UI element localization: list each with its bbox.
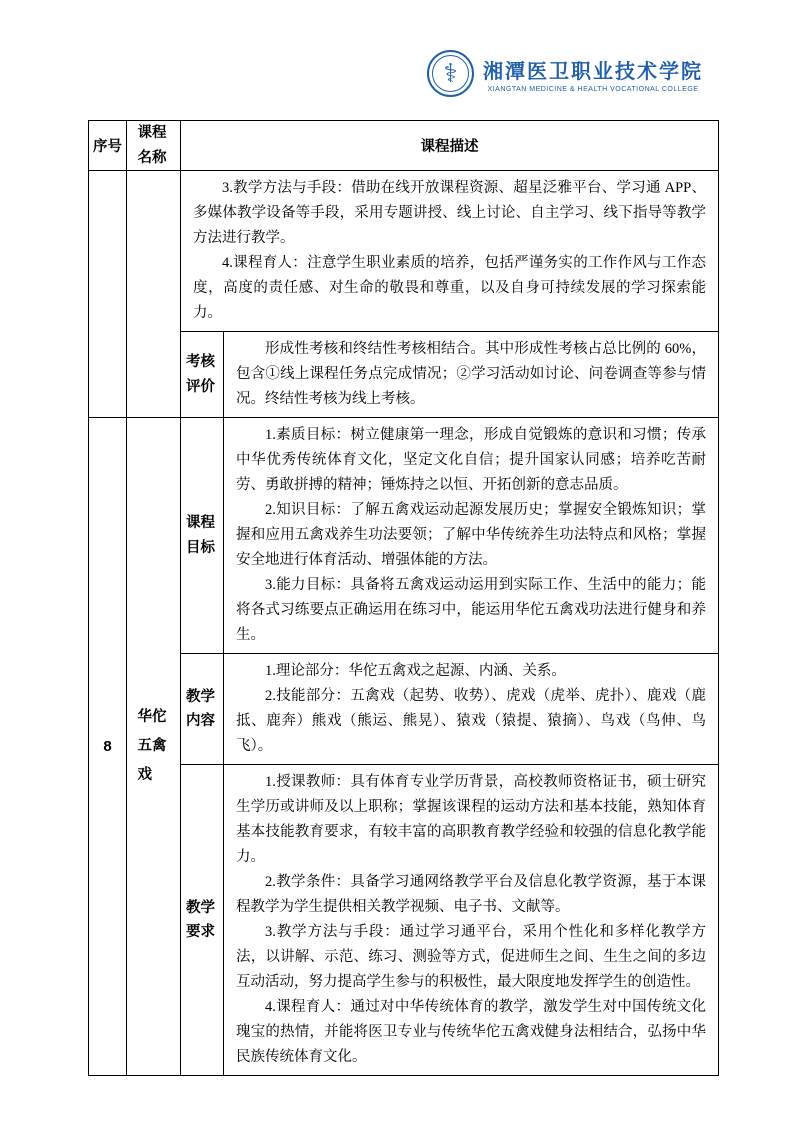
college-name-en: XIANGTAN MEDICINE & HEALTH VOCATIONAL COLLEGE bbox=[487, 85, 699, 93]
cell-assessment-label bbox=[181, 332, 224, 418]
cell-index-empty bbox=[89, 171, 127, 418]
paragraph: 3.教学方法与手段：借助在线开放课程资源、超星泛雅平台、学习通 APP、多媒体教学设备等手段，采用专题讲授、线上讨论、自主学习、线下指导等教学方法进行教学。 bbox=[193, 180, 706, 247]
paragraph: 形成性考核和终结性考核相结合。其中形成性考核占总比例的 60%，包含①线上课程任务点完成情况；②学习活动如讨论、问卷调查等参与情况。终结性考核为线上考核。 bbox=[236, 341, 706, 408]
row-assessment bbox=[89, 332, 719, 418]
paragraph: 1.授课教师：具有体育专业学历背景，高校教师资格证书，硕士研究生学历或讲师及以上职称；掌握该课程的运动方法和基本技能，熟知体育基本技能教育要求，有较丰富的高职教育教学经验和较强的信息化教学能力。 bbox=[236, 774, 706, 866]
cell-requirements-label bbox=[181, 765, 224, 1076]
paragraph: 1.理论部分：华佗五禽戏之起源、内涵、关系。 bbox=[265, 663, 566, 680]
cell-objectives-label bbox=[181, 418, 224, 654]
cell-requirements-content bbox=[224, 765, 719, 1076]
cell-teaching-content bbox=[224, 654, 719, 765]
college-emblem-icon: ⚕ bbox=[427, 50, 474, 97]
paragraph: 3.能力目标：具备将五禽戏运动运用到实际工作、生活中的能力；能将各式习练要点正确运用在练习中，能运用华佗五禽戏功法进行健身和养生。 bbox=[236, 577, 706, 644]
row-course-objectives bbox=[89, 418, 719, 654]
cell-continuation-content bbox=[181, 171, 719, 332]
header-description-label: 课程描述 bbox=[420, 139, 479, 156]
row-teaching-content bbox=[89, 654, 719, 765]
paragraph: 4.课程育人：通过对中华传统体育的教学，激发学生对中国传统文化瑰宝的热情，并能将医卫专业与传统华佗五禽戏健身法相结合，弘扬中华民族传统体育文化。 bbox=[236, 999, 706, 1066]
course-name-value: 华佗五禽戏 bbox=[137, 709, 167, 784]
college-logo bbox=[427, 50, 703, 97]
header-index bbox=[89, 121, 127, 171]
paragraph: 3.教学方法与手段：通过学习通平台，采用个性化和多样化教学方法，以讲解、示范、练习、测验等方式，促进师生之间、生生之间的多边互动活动，努力提高学生参与的积极性，最大限度地发挥学生的创造性。 bbox=[236, 924, 706, 991]
table-header-row bbox=[89, 121, 719, 171]
row-continuation bbox=[89, 171, 719, 332]
course-index-value: 8 bbox=[103, 738, 112, 756]
cell-course-name bbox=[127, 418, 181, 1076]
requirements-label: 教学要求 bbox=[186, 899, 216, 941]
header-course-name-label: 课程名称 bbox=[137, 125, 167, 166]
college-name-zh: 湘潭医卫职业技术学院 bbox=[483, 60, 703, 83]
college-logo-text bbox=[483, 55, 703, 93]
header-description bbox=[181, 121, 719, 171]
cell-objectives-content bbox=[224, 418, 719, 654]
cell-course-index bbox=[89, 418, 127, 1076]
course-description-table bbox=[88, 120, 719, 1076]
cell-teaching-content-label bbox=[181, 654, 224, 765]
row-teaching-requirements bbox=[89, 765, 719, 1076]
paragraph: 4.课程育人：注意学生职业素质的培养，包括严谨务实的工作作风与工作态度，高度的责任感、对生命的敬畏和尊重，以及自身可持续发展的学习探索能力。 bbox=[193, 255, 706, 322]
paragraph: 1.素质目标：树立健康第一理念，形成自觉锻炼的意识和习惯；传承中华优秀传统体育文化，坚定文化自信；提升国家认同感；培养吃苦耐劳、勇敢拼搏的精神；锤炼持之以恒、开拓创新的意志品质。 bbox=[236, 427, 706, 494]
header-course-name bbox=[127, 121, 181, 171]
header-index-label: 序号 bbox=[93, 139, 122, 156]
cell-course-name-empty bbox=[127, 171, 181, 418]
objectives-label: 课程目标 bbox=[186, 515, 216, 556]
cell-assessment-content bbox=[224, 332, 719, 418]
paragraph: 2.技能部分：五禽戏（起势、收势）、虎戏（虎举、虎扑）、鹿戏（鹿抵、鹿奔）熊戏（熊运、熊晃）、猿戏（猿提、猿摘）、鸟戏（鸟伸、鸟飞）。 bbox=[236, 688, 706, 755]
paragraph: 2.知识目标：了解五禽戏运动起源发展历史；掌握安全锻炼知识；掌握和应用五禽戏养生功法要领；了解中华传统养生功法特点和风格；掌握安全地进行体育活动、增强体能的方法。 bbox=[236, 502, 706, 569]
teaching-content-label: 教学内容 bbox=[186, 688, 216, 730]
paragraph: 2.教学条件：具备学习通网络教学平台及信息化教学资源，基于本课程教学为学生提供相关教学视频、电子书、文献等。 bbox=[236, 874, 706, 916]
assessment-label: 考核评价 bbox=[186, 354, 216, 395]
